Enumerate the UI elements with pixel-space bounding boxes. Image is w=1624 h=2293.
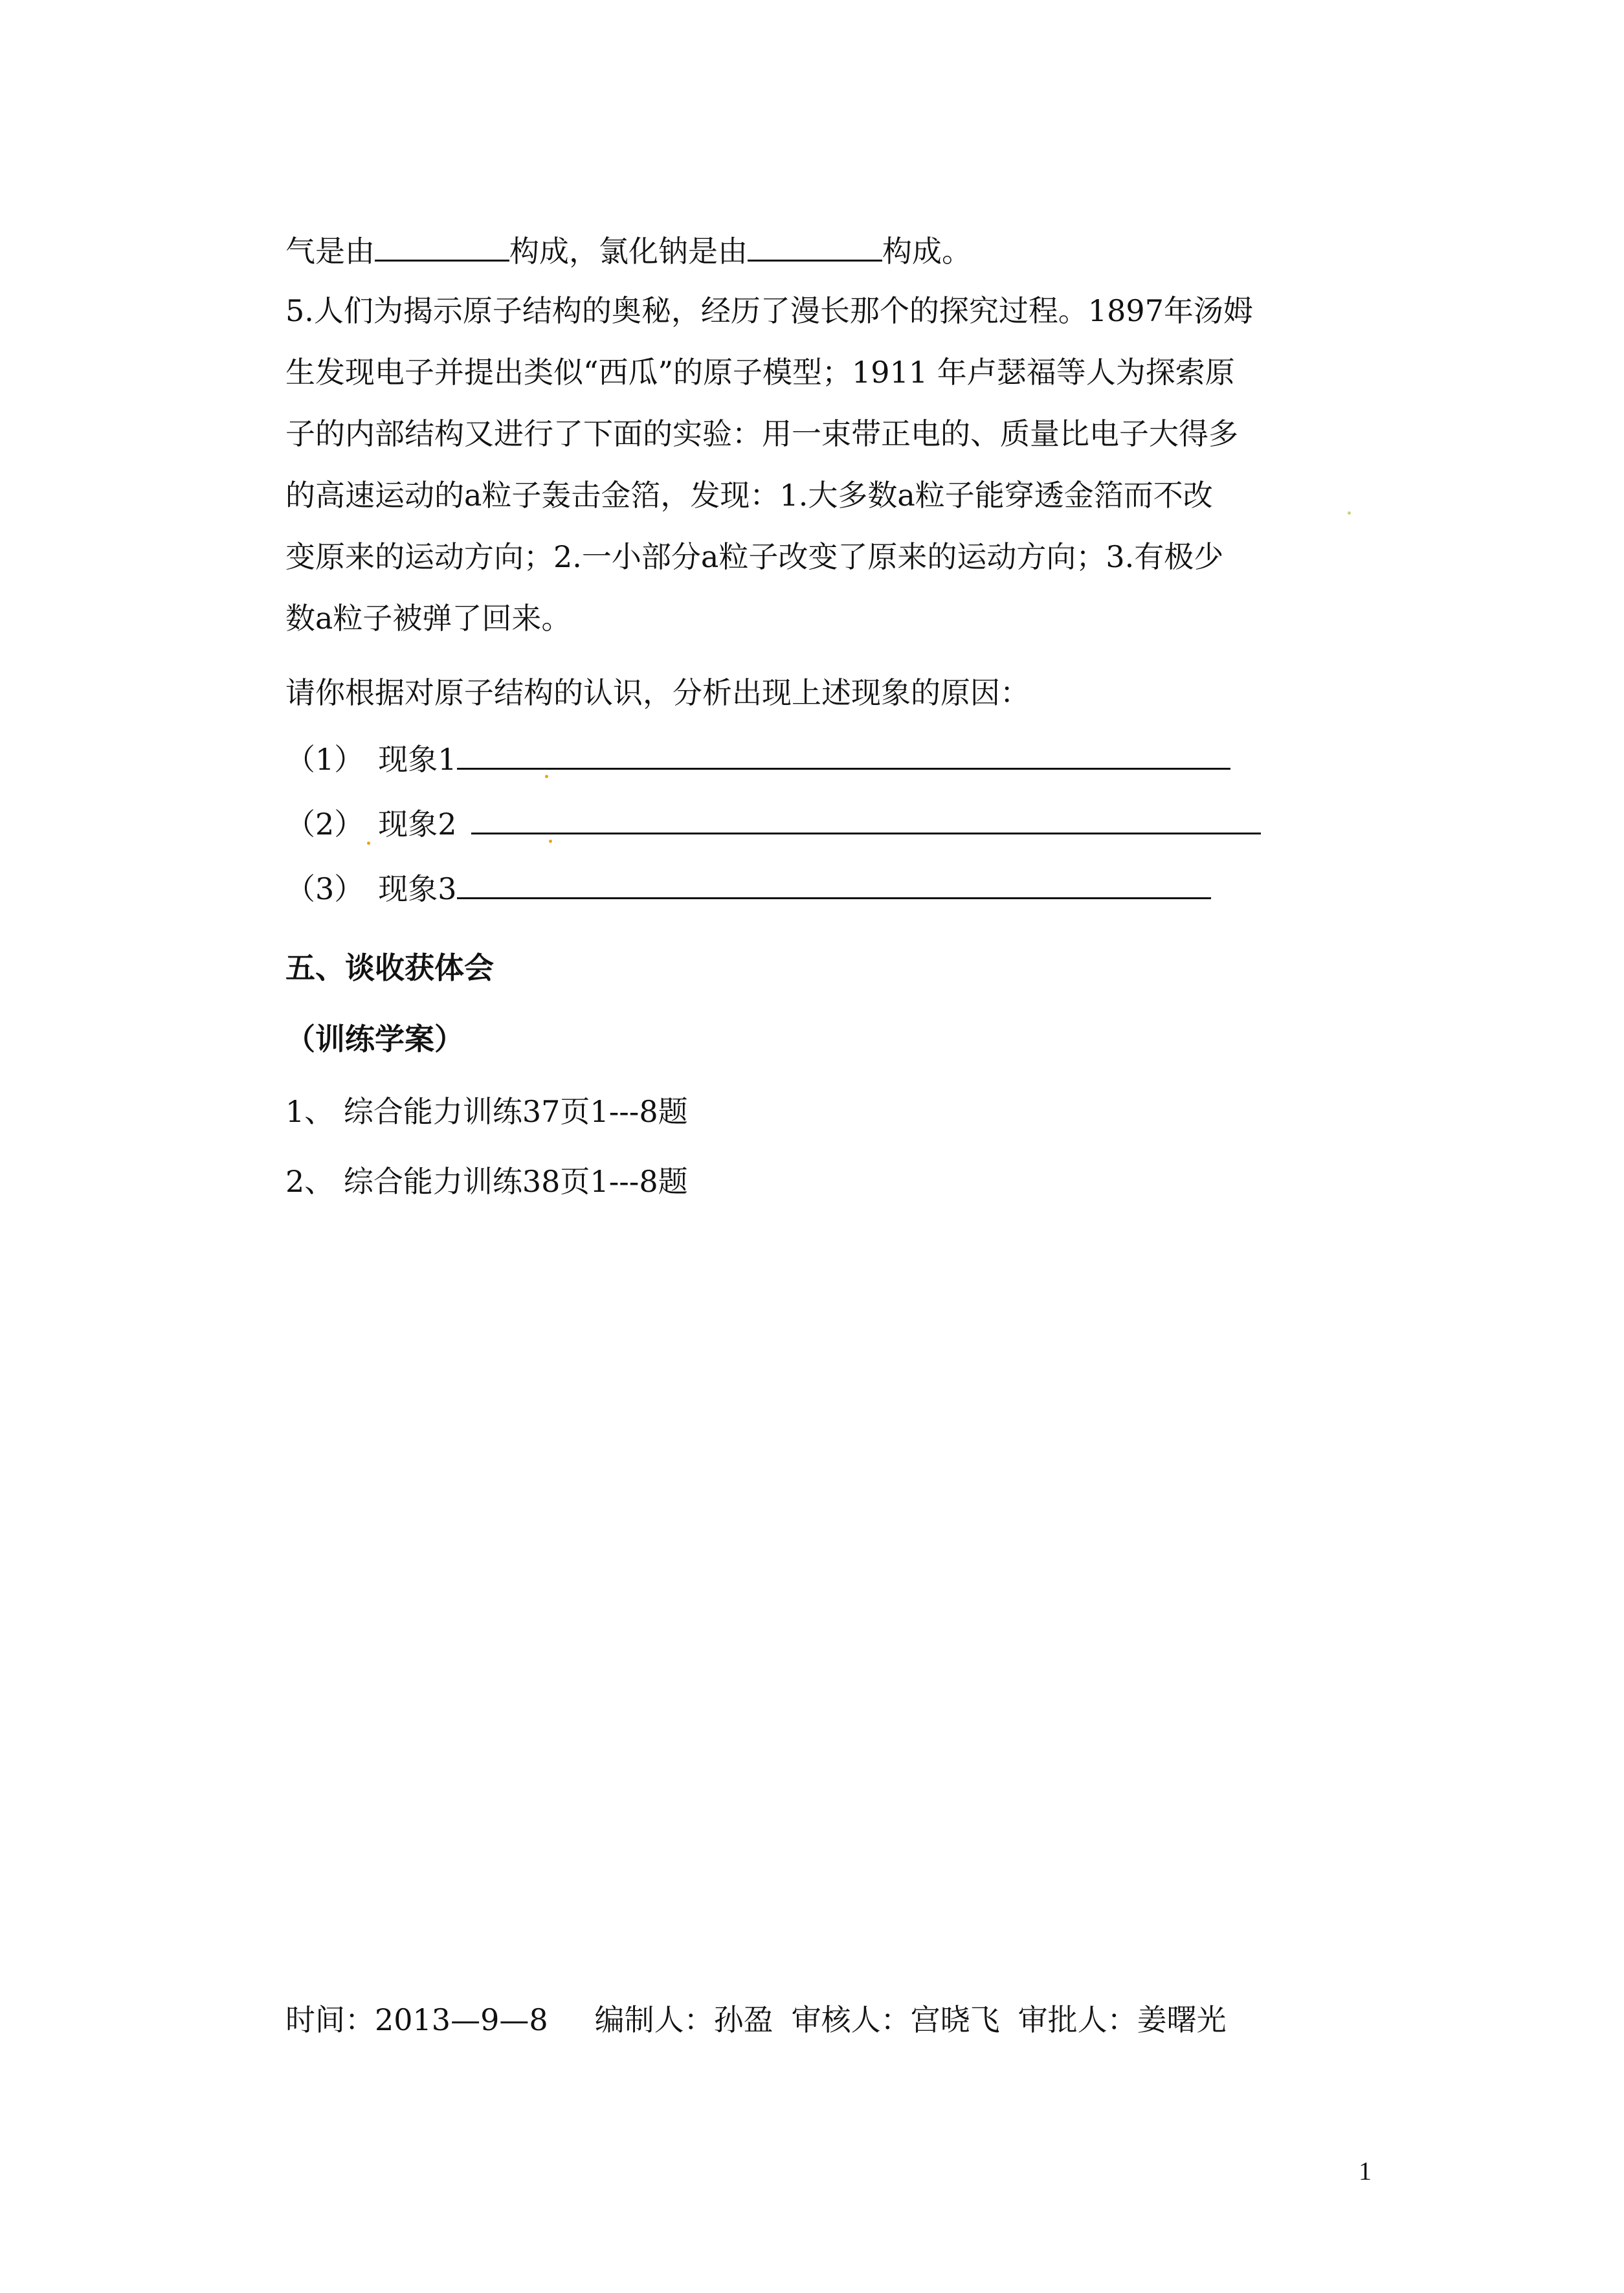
- q5-line-3: 子的内部结构又进行了下面的实验：用一束带正电的、质量比电子大得多: [285, 416, 1238, 451]
- footer-editor: 编制人：孙盈: [594, 2002, 773, 2037]
- answer-blank-2[interactable]: [471, 803, 1261, 834]
- list-item: 2、 综合能力训练38页1---8题: [285, 1164, 688, 1199]
- orange-dot-mark: [1348, 511, 1351, 515]
- footer-time: 时间：2013—9—8: [285, 2002, 548, 2037]
- answer-num-2: （2）: [285, 807, 364, 842]
- orange-dot-mark: [367, 842, 370, 845]
- q5-prompt: 请你根据对原子结构的认识，分析出现上述现象的原因：: [285, 675, 1030, 710]
- answer-blank-3[interactable]: [457, 867, 1211, 899]
- answer-row-2: [285, 803, 1261, 844]
- list-item: 1、 综合能力训练37页1---8题: [285, 1094, 688, 1129]
- answer-row-1: [285, 738, 1230, 779]
- footer-signature-line: [285, 2000, 1227, 2039]
- orange-dot-mark: [549, 840, 552, 843]
- answer-num-3: （3）: [285, 871, 364, 906]
- q4-text-1: 气是由: [285, 234, 375, 269]
- q4-tail-line: [285, 230, 972, 271]
- q5-line-2: 生发现电子并提出类似“西瓜”的原子模型；1911 年卢瑟福等人为探索原: [285, 355, 1235, 390]
- answer-label-1: 现象1: [378, 742, 457, 777]
- footer-approver: 审批人：姜曙光: [1018, 2002, 1227, 2037]
- q5-line-1: 5.人们为揭示原子结构的奥秘，经历了漫长那个的探究过程。1897年汤姆: [285, 293, 1253, 328]
- q5-line-5: 变原来的运动方向；2.一小部分a粒子改变了原来的运动方向；3.有极少: [285, 539, 1224, 574]
- answer-row-3: [285, 867, 1211, 908]
- blank-field-2[interactable]: [748, 230, 882, 262]
- section-heading: 五、谈收获体会: [285, 950, 494, 985]
- q5-line-4-text: 的高速运动的a粒子轰击金箔，发现：1.大多数a粒子能穿透金箔而不改: [285, 478, 1213, 513]
- q5-line-6: 数a粒子被弹了回来。: [285, 601, 572, 636]
- footer-reviewer: 审核人：宫晓飞: [791, 2002, 1000, 2037]
- q4-text-3: 构成。: [882, 234, 972, 269]
- q5-line-4: [285, 476, 1213, 515]
- q4-text-2: 构成，氯化钠是由: [509, 234, 748, 269]
- answer-blank-1[interactable]: [457, 738, 1230, 770]
- section-subheading: （训练学案）: [285, 1022, 464, 1057]
- answer-label-3: 现象3: [378, 871, 457, 906]
- page-number: 1: [1359, 2156, 1372, 2186]
- orange-dot-mark: [545, 775, 548, 778]
- answer-label-2: 现象2: [378, 807, 457, 842]
- blank-field-1[interactable]: [375, 230, 509, 262]
- answer-num-1: （1）: [285, 742, 364, 777]
